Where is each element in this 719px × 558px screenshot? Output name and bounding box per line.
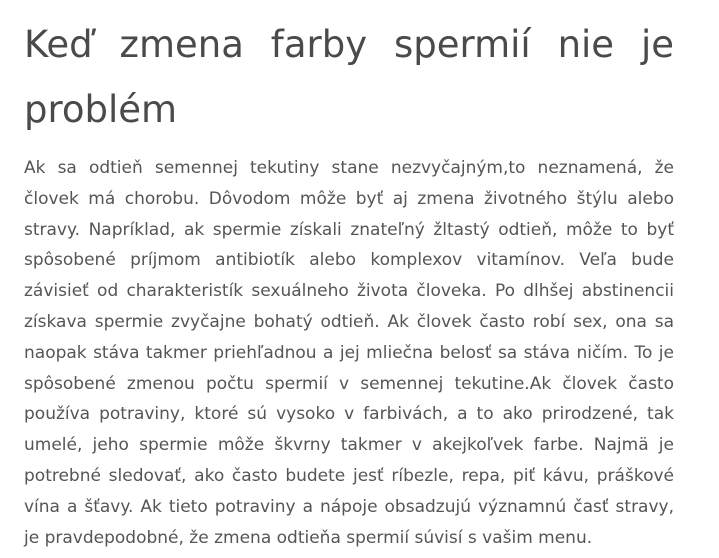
article-paragraph: Ak sa odtieň semennej tekutiny stane nezvyčajným,to neznamená, že človek má chorobu. Dôvodom môže byť aj zmena životného štýlu alebo stravy. Napríklad, ak spermie získali znateľný žltastý odtieň, môže to byť spôsobené príjmom antibiotík alebo komplexov vitamínov. Veľa bude závisieť od charakteristík sexuálneho života človeka. Po dlhšej abstinencii získava spermie zvyčajne bohatý odtieň. Ak človek často robí sex, ona sa naopak stáva takmer priehľadnou a jej mliečna belosť sa stáva ničím. To je spôsobené zmenou počtu spermií v semennej tekutine.Ak človek často používa potraviny, ktoré sú vysoko v farbivách, a to ako prirodzené, tak umelé, jeho spermie môže škvrny takmer v akejkoľvek farbe. Najmä je potrebné sledovať, ako často budete jesť ríbezle, repa, piť kávu, práškové vína a šťavy. Ak tieto potraviny a nápoje obsadzujú významnú časť stravy, je pravdepodobné, že zmena odtieňa spermií súvisí s vašim menu. <box>24 158 674 548</box>
article <box>24 12 674 553</box>
article-title: Keď zmena farby spermií nie je problém <box>24 23 674 131</box>
